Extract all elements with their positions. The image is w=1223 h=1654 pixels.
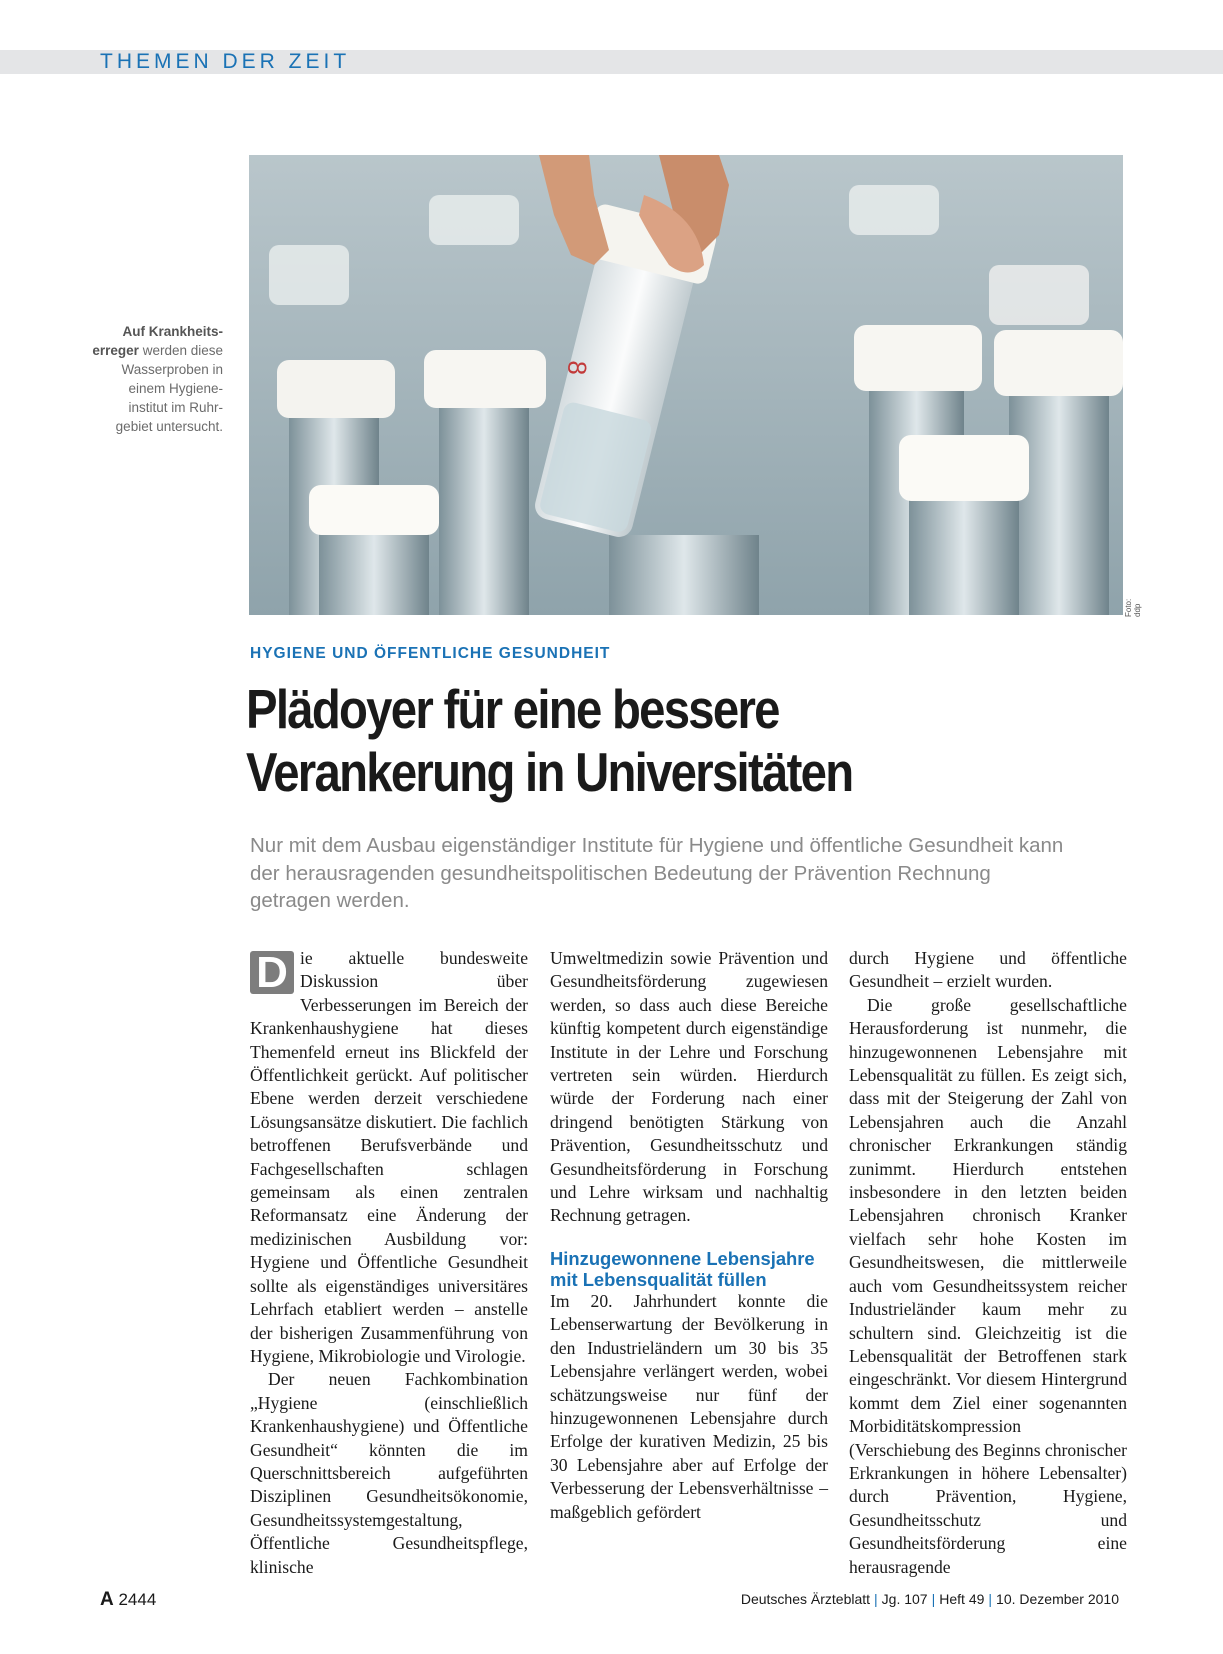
article-deck: Nur mit dem Ausbau eigenständiger Institute für Hygiene und öffentliche Gesundheit kann der herausragenden gesundheitspolitischen Bedeutung der Prävention Rechnung getragen werden. [250, 834, 1064, 912]
paragraph [250, 947, 528, 1368]
drop-cap: D [250, 951, 294, 994]
paragraph-text: ie aktuelle bundesweite Diskussion über Verbesserungen im Bereich der Krankenhaushygiene hat dieses Themenfeld erneut ins Blickfeld der Öffentlichkeit gerückt. Auf politischer Ebene werden derzeit verschiedene Lösungsansätze diskutiert. Die fachlich betroffenen Berufsverbände und Fachgesellschaften schlagen gemeinsam als einen zentralen Reformansatz eine Änderung der medizinischen Ausbildung vor: Hygiene und Öffentliche Gesundheit sollte als eigenständiges universitäres Lehrfach etabliert werden – anstelle der bisherigen Zusammenführung von Hygiene, Mikrobiologie und Virologie. [250, 948, 528, 1366]
headline-line-2: Verankerung in Universitäten [246, 741, 853, 803]
svg-text:8: 8 [561, 359, 593, 377]
journal-name: Deutsches Ärzteblatt [740, 1591, 871, 1607]
journal-issue: Heft 49 [939, 1591, 985, 1607]
body-column-1 [250, 947, 528, 1579]
paragraph: Im 20. Jahrhundert konnte die Lebenserwartung der Bevölkerung in den Industrieländern um 30 bis 35 Lebensjahre verlängert werden, wobei schätzungsweise nur fünf der hinzugewonnenen Lebensjahre durch Erfolge der kurativen Medizin, 25 bis 30 Lebensjahre aber auf Erfolge der Verbesserung der Lebensverhältnisse – maßgeblich gefördert [550, 1290, 828, 1522]
photo-caption [90, 322, 223, 436]
article-kicker: HYGIENE UND ÖFFENTLICHE GESUNDHEIT [250, 645, 611, 662]
page-number [100, 1589, 156, 1611]
footer-separator: | [931, 1591, 936, 1607]
journal-volume: Jg. 107 [881, 1591, 928, 1607]
journal-footer [741, 1591, 1119, 1607]
footer-separator: | [988, 1591, 993, 1607]
photo-credit: Foto: ddp [1124, 598, 1142, 617]
article-headline [246, 678, 1020, 804]
section-label: THEMEN DER ZEIT [100, 50, 351, 73]
journal-date: 10. Dezember 2010 [996, 1591, 1119, 1607]
headline-line-1: Plädoyer für eine bessere [246, 678, 779, 740]
footer-separator: | [874, 1591, 878, 1607]
paragraph: Die große gesellschaftliche Herausforderung ist nunmehr, die hinzugewonnenen Lebensjahre mit Lebensqualität zu füllen. Es zeigt sich, dass mit der Steigerung der Zahl von Lebensjahren auch die Anzahl chronischer Erkrankungen ständig zunimmt. Hierdurch entstehen insbesondere in den letzten beiden Lebensjahren chronisch Kranker vielfach sehr hohe Kosten im Gesundheitswesen, die mittlerweile auch vom Gesundheitssystem reicher Industrieländer kaum mehr zu schultern sind. Gleichzeitig ist die Lebensqualität der Betroffenen stark eingeschränkt. Vor diesem Hintergrund kommt dem Ziel einer sogenannten Morbiditätskompression (Verschiebung des Beginns chronischer Erkrankungen in höhere Lebensalter) durch Prävention, Hygiene, Gesundheitsschutz und Gesundheitsförderung eine herausragende [849, 994, 1128, 1577]
section-subhead: Hinzugewonnene Lebensjahre mit Lebensqualität füllen [550, 1247, 815, 1290]
paragraph: durch Hygiene und öffentliche Gesundheit – erzielt wurden. [849, 948, 1127, 992]
body-column-3 [849, 947, 1127, 1579]
paragraph: Umweltmedizin sowie Prävention und Gesundheitsförderung zugewiesen werden, so dass auch diese Bereiche künftig kompetent durch eigenständige Institute in der Lehre und Forschung vertreten sein würden. Hierdurch würde der Forderung nach einer dringend benötigten Stärkung von Prävention, Gesundheitsschutz und Gesundheitsförderung in Forschung und Lehre wirksam und nachhaltig Rechnung getragen. [550, 948, 828, 1226]
caption-bold: Auf Krankheits- erreger [92, 324, 223, 358]
paragraph: Der neuen Fachkombination „Hygiene (einschließlich Krankenhaushygiene) und Öffentliche Gesundheit“ könnten die im Querschnittsbereich aufgeführten Disziplinen Gesundheitsökonomie, Gesundheitssystemgestaltung, Öffentliche Gesundheitspflege, klinische [250, 1369, 528, 1577]
page-letter: A [100, 1589, 114, 1610]
caption-text: werden diese Wasserproben in einem Hygiene- institut im Ruhr- gebiet untersucht. [115, 343, 223, 434]
body-column-2 [550, 947, 828, 1524]
page-number-value: 2444 [118, 1590, 157, 1609]
article-photo [249, 155, 1123, 615]
